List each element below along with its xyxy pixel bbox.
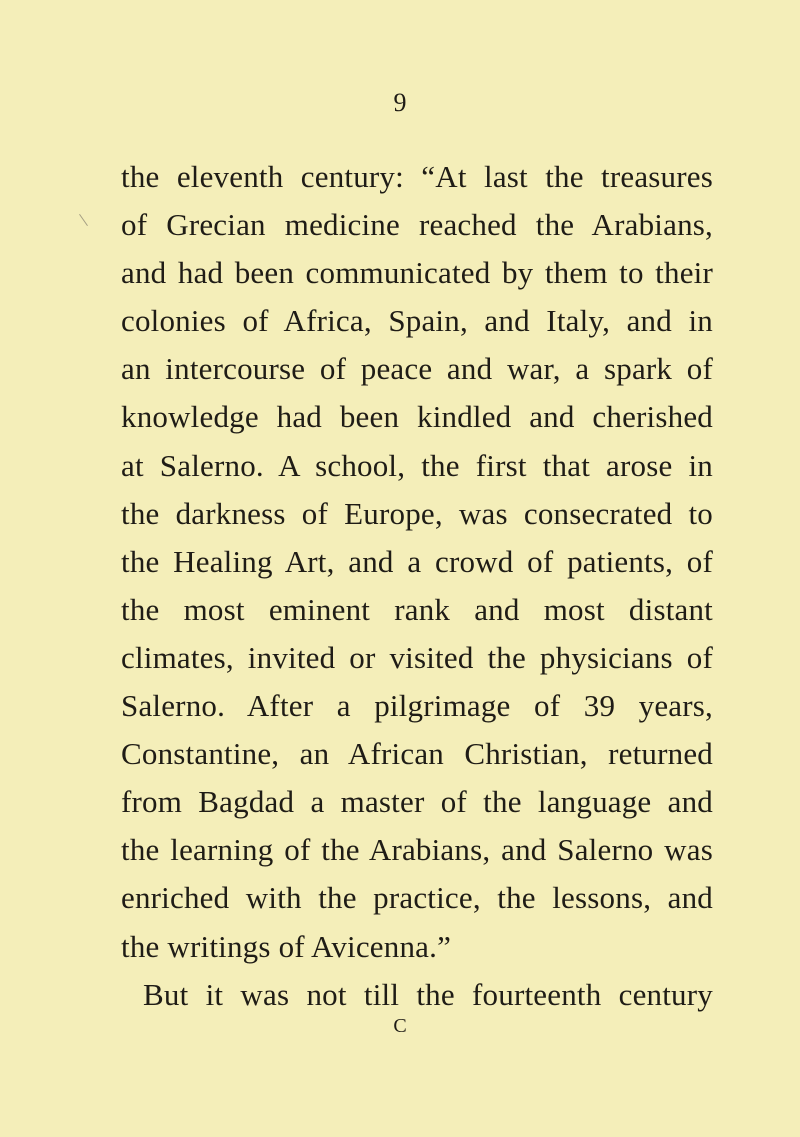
text-line: an intercourse of peace and war, a spark of — [121, 351, 713, 387]
text-line: But it was not till the fourteenth century — [143, 976, 713, 1012]
text-line: at Salerno. A school, the first that arose in — [121, 447, 713, 483]
page-number: 9 — [393, 88, 407, 117]
text-line: Salerno. After a pilgrimage of 39 years, — [121, 688, 713, 724]
text-line: knowledge had been kindled and cherished — [121, 399, 713, 435]
text-line: the eleventh century: “At last the treasures — [121, 159, 713, 194]
text-line: the writings of Avicenna.” — [121, 928, 452, 964]
signature-mark: C — [393, 1015, 407, 1037]
text-line: colonies of Africa, Spain, and Italy, and in — [121, 303, 713, 339]
margin-mark — [79, 214, 88, 226]
text-line: the Healing Art, and a crowd of patients, of — [121, 543, 713, 579]
text-line: and had been communicated by them to their — [121, 255, 713, 291]
text-line: enriched with the practice, the lessons, and — [121, 880, 713, 916]
text-line: climates, invited or visited the physicians of — [121, 639, 713, 675]
text-line: the most eminent rank and most distant — [121, 591, 713, 627]
text-line: of Grecian medicine reached the Arabians, — [121, 207, 713, 243]
text-line: the darkness of Europe, was consecrated to — [121, 495, 713, 531]
text-line: from Bagdad a master of the language and — [121, 784, 713, 820]
text-line: Constantine, an African Christian, returned — [121, 736, 713, 772]
body-text — [121, 153, 713, 1019]
text-line: the learning of the Arabians, and Salerno was — [121, 832, 713, 868]
